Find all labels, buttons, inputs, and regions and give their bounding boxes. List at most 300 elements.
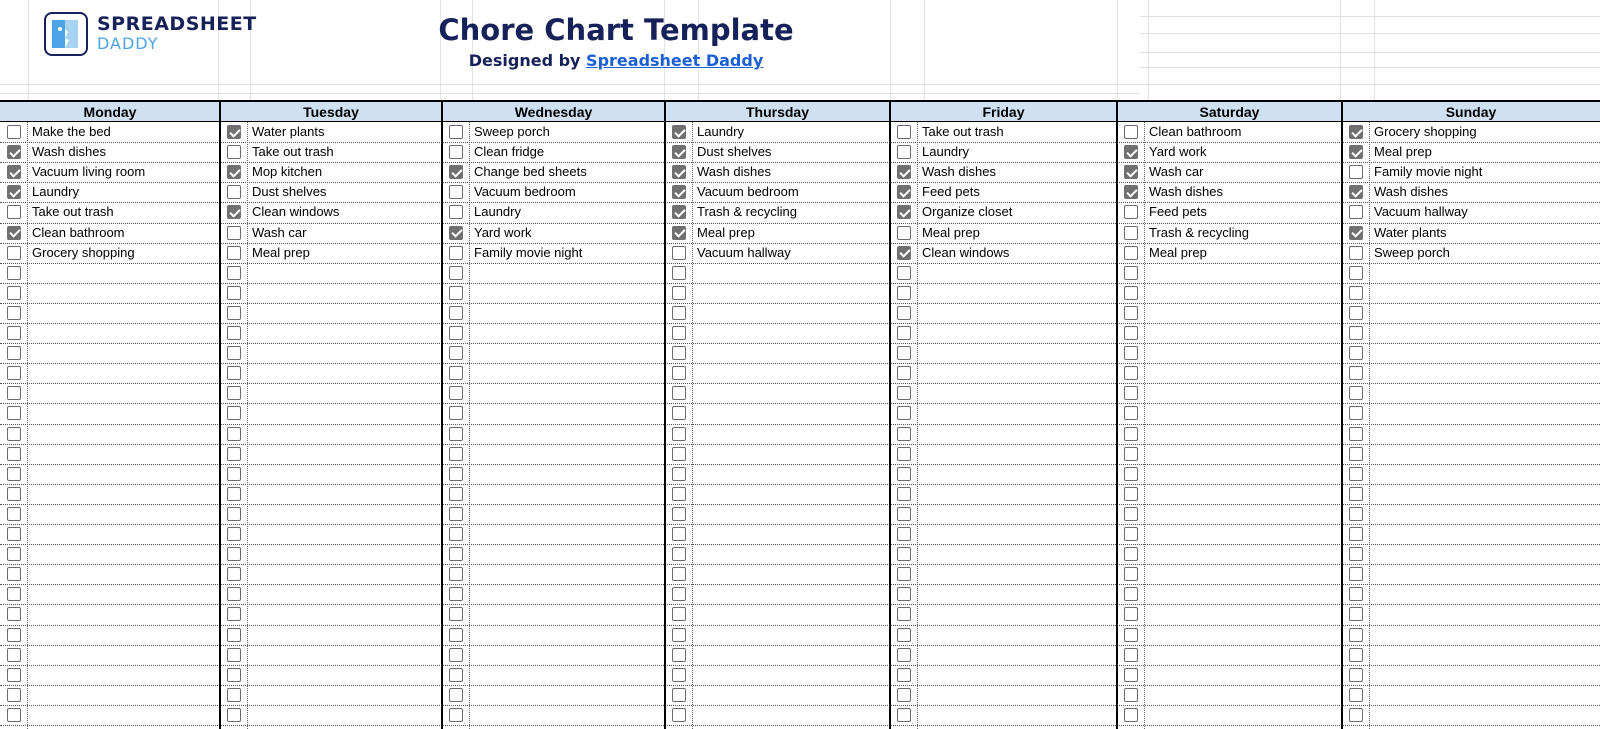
empty-checkbox[interactable] bbox=[227, 688, 241, 702]
empty-checkbox[interactable] bbox=[449, 326, 463, 340]
row-divider bbox=[0, 604, 1600, 605]
task-label: Sweep porch bbox=[1374, 244, 1450, 260]
empty-checkbox[interactable] bbox=[897, 467, 911, 481]
empty-checkbox[interactable] bbox=[449, 306, 463, 320]
task-checkbox[interactable] bbox=[1349, 205, 1363, 219]
row-divider bbox=[0, 665, 1600, 666]
empty-checkbox[interactable] bbox=[449, 427, 463, 441]
row-divider bbox=[0, 584, 1600, 585]
task-label: Meal prep bbox=[922, 224, 980, 240]
empty-checkbox[interactable] bbox=[449, 266, 463, 280]
empty-checkbox[interactable] bbox=[1349, 668, 1363, 682]
empty-checkbox[interactable] bbox=[1349, 346, 1363, 360]
checkbox-column-divider bbox=[247, 122, 248, 729]
row-divider bbox=[0, 645, 1600, 646]
empty-checkbox[interactable] bbox=[227, 386, 241, 400]
empty-checkbox[interactable] bbox=[7, 587, 21, 601]
task-checkbox[interactable] bbox=[1349, 246, 1363, 260]
empty-checkbox[interactable] bbox=[672, 607, 686, 621]
empty-checkbox[interactable] bbox=[897, 547, 911, 561]
task-label: Water plants bbox=[252, 124, 325, 139]
empty-checkbox[interactable] bbox=[1124, 306, 1138, 320]
task-checkbox[interactable] bbox=[227, 246, 241, 260]
empty-checkbox[interactable] bbox=[672, 688, 686, 702]
empty-checkbox[interactable] bbox=[672, 406, 686, 420]
empty-checkbox[interactable] bbox=[1124, 467, 1138, 481]
day-header-monday: Monday bbox=[83, 104, 137, 120]
empty-checkbox[interactable] bbox=[897, 447, 911, 461]
empty-checkbox[interactable] bbox=[1349, 567, 1363, 581]
empty-checkbox[interactable] bbox=[7, 467, 21, 481]
empty-checkbox[interactable] bbox=[1349, 527, 1363, 541]
empty-checkbox[interactable] bbox=[7, 286, 21, 300]
empty-checkbox[interactable] bbox=[227, 346, 241, 360]
empty-checkbox[interactable] bbox=[1124, 447, 1138, 461]
day-header-friday: Friday bbox=[982, 104, 1025, 120]
task-checkbox[interactable] bbox=[672, 145, 686, 159]
empty-checkbox[interactable] bbox=[1124, 567, 1138, 581]
empty-checkbox[interactable] bbox=[227, 326, 241, 340]
day-column-divider bbox=[1116, 100, 1118, 729]
empty-checkbox[interactable] bbox=[227, 286, 241, 300]
empty-checkbox[interactable] bbox=[227, 266, 241, 280]
empty-checkbox[interactable] bbox=[672, 306, 686, 320]
empty-checkbox[interactable] bbox=[1349, 688, 1363, 702]
checkbox-column-divider bbox=[27, 122, 28, 729]
empty-checkbox[interactable] bbox=[7, 487, 21, 501]
task-label: Laundry bbox=[922, 144, 969, 160]
task-checkbox[interactable] bbox=[449, 145, 463, 159]
empty-checkbox[interactable] bbox=[7, 527, 21, 541]
empty-checkbox[interactable] bbox=[1349, 386, 1363, 400]
empty-checkbox[interactable] bbox=[227, 607, 241, 621]
empty-checkbox[interactable] bbox=[672, 547, 686, 561]
task-checkbox[interactable] bbox=[1349, 165, 1363, 179]
task-label: Feed pets bbox=[1149, 204, 1207, 220]
spreadsheet-daddy-logo-icon bbox=[44, 12, 88, 56]
subtitle-prefix: Designed by bbox=[468, 51, 587, 70]
row-divider bbox=[0, 142, 1600, 143]
day-header-wednesday: Wednesday bbox=[514, 104, 593, 120]
empty-checkbox[interactable] bbox=[449, 708, 463, 722]
day-column-divider bbox=[1341, 100, 1343, 729]
row-divider bbox=[0, 363, 1600, 364]
task-checkbox[interactable] bbox=[1124, 205, 1138, 219]
task-label: Feed pets bbox=[922, 184, 980, 200]
task-checkbox[interactable] bbox=[1349, 125, 1363, 139]
task-checkbox[interactable] bbox=[672, 125, 686, 139]
task-label: Clean windows bbox=[922, 244, 1010, 260]
empty-checkbox[interactable] bbox=[227, 447, 241, 461]
empty-checkbox[interactable] bbox=[449, 366, 463, 380]
empty-checkbox[interactable] bbox=[1124, 427, 1138, 441]
empty-checkbox[interactable] bbox=[7, 668, 21, 682]
empty-checkbox[interactable] bbox=[672, 587, 686, 601]
empty-checkbox[interactable] bbox=[7, 306, 21, 320]
day-header-tuesday: Tuesday bbox=[303, 104, 359, 120]
task-label: Grocery shopping bbox=[1374, 124, 1477, 139]
task-checkbox[interactable] bbox=[1124, 165, 1138, 179]
checkbox-column-divider bbox=[1144, 122, 1145, 729]
empty-checkbox[interactable] bbox=[1349, 467, 1363, 481]
empty-checkbox[interactable] bbox=[897, 648, 911, 662]
task-checkbox[interactable] bbox=[227, 205, 241, 219]
empty-checkbox[interactable] bbox=[672, 628, 686, 642]
task-checkbox[interactable] bbox=[7, 165, 21, 179]
task-checkbox[interactable] bbox=[1124, 246, 1138, 260]
task-label: Clean bathroom bbox=[1149, 124, 1242, 139]
empty-checkbox[interactable] bbox=[227, 668, 241, 682]
empty-checkbox[interactable] bbox=[897, 587, 911, 601]
empty-checkbox[interactable] bbox=[1349, 366, 1363, 380]
empty-checkbox[interactable] bbox=[1124, 547, 1138, 561]
task-label: Change bed sheets bbox=[474, 164, 587, 180]
task-checkbox[interactable] bbox=[897, 185, 911, 199]
empty-checkbox[interactable] bbox=[1349, 708, 1363, 722]
row-divider bbox=[0, 243, 1600, 244]
task-checkbox[interactable] bbox=[1124, 226, 1138, 240]
task-checkbox[interactable] bbox=[7, 125, 21, 139]
empty-checkbox[interactable] bbox=[897, 306, 911, 320]
empty-checkbox[interactable] bbox=[227, 306, 241, 320]
task-checkbox[interactable] bbox=[449, 125, 463, 139]
empty-checkbox[interactable] bbox=[227, 628, 241, 642]
task-checkbox[interactable] bbox=[7, 145, 21, 159]
task-label: Wash dishes bbox=[922, 164, 996, 180]
empty-checkbox[interactable] bbox=[672, 567, 686, 581]
empty-checkbox[interactable] bbox=[897, 326, 911, 340]
task-label: Meal prep bbox=[1149, 244, 1207, 260]
empty-checkbox[interactable] bbox=[1349, 607, 1363, 621]
empty-checkbox[interactable] bbox=[7, 688, 21, 702]
task-checkbox[interactable] bbox=[227, 145, 241, 159]
task-checkbox[interactable] bbox=[227, 185, 241, 199]
day-header-thursday: Thursday bbox=[745, 104, 809, 120]
empty-checkbox[interactable] bbox=[1349, 447, 1363, 461]
empty-checkbox[interactable] bbox=[897, 668, 911, 682]
empty-checkbox[interactable] bbox=[7, 366, 21, 380]
empty-checkbox[interactable] bbox=[449, 668, 463, 682]
empty-checkbox[interactable] bbox=[1349, 266, 1363, 280]
empty-checkbox[interactable] bbox=[1349, 507, 1363, 521]
task-checkbox[interactable] bbox=[897, 226, 911, 240]
empty-checkbox[interactable] bbox=[672, 487, 686, 501]
empty-checkbox[interactable] bbox=[672, 266, 686, 280]
task-checkbox[interactable] bbox=[897, 246, 911, 260]
task-label: Make the bed bbox=[32, 124, 111, 139]
empty-checkbox[interactable] bbox=[449, 487, 463, 501]
day-header-sunday: Sunday bbox=[1445, 104, 1497, 120]
empty-checkbox[interactable] bbox=[227, 467, 241, 481]
empty-checkbox[interactable] bbox=[227, 547, 241, 561]
empty-checkbox[interactable] bbox=[1124, 326, 1138, 340]
empty-checkbox[interactable] bbox=[1124, 406, 1138, 420]
empty-checkbox[interactable] bbox=[449, 467, 463, 481]
task-label: Wash dishes bbox=[32, 144, 106, 160]
row-divider bbox=[0, 263, 1600, 264]
task-label: Trash & recycling bbox=[1149, 224, 1249, 240]
empty-checkbox[interactable] bbox=[7, 607, 21, 621]
empty-checkbox[interactable] bbox=[897, 628, 911, 642]
empty-checkbox[interactable] bbox=[227, 507, 241, 521]
checkbox-column-divider bbox=[692, 122, 693, 729]
row-divider bbox=[0, 162, 1600, 163]
empty-checkbox[interactable] bbox=[897, 688, 911, 702]
task-checkbox[interactable] bbox=[1124, 145, 1138, 159]
task-label: Family movie night bbox=[474, 244, 583, 260]
task-checkbox[interactable] bbox=[1349, 185, 1363, 199]
empty-checkbox[interactable] bbox=[227, 427, 241, 441]
task-checkbox[interactable] bbox=[227, 125, 241, 139]
task-label: Clean bathroom bbox=[32, 224, 125, 240]
empty-checkbox[interactable] bbox=[449, 547, 463, 561]
empty-checkbox[interactable] bbox=[897, 567, 911, 581]
row-divider bbox=[0, 223, 1600, 224]
empty-checkbox[interactable] bbox=[897, 507, 911, 521]
empty-checkbox[interactable] bbox=[1349, 306, 1363, 320]
empty-checkbox[interactable] bbox=[7, 708, 21, 722]
empty-checkbox[interactable] bbox=[672, 507, 686, 521]
task-label: Trash & recycling bbox=[697, 204, 797, 220]
row-divider bbox=[0, 524, 1600, 525]
row-divider bbox=[0, 323, 1600, 324]
empty-checkbox[interactable] bbox=[897, 286, 911, 300]
task-label: Take out trash bbox=[32, 204, 114, 220]
task-checkbox[interactable] bbox=[7, 246, 21, 260]
empty-checkbox[interactable] bbox=[897, 427, 911, 441]
task-label: Wash dishes bbox=[1374, 184, 1448, 200]
task-checkbox[interactable] bbox=[672, 226, 686, 240]
logo-wordmark-bottom: DADDY bbox=[97, 34, 159, 53]
task-label: Wash dishes bbox=[1149, 184, 1223, 200]
empty-checkbox[interactable] bbox=[672, 427, 686, 441]
empty-checkbox[interactable] bbox=[1124, 628, 1138, 642]
task-checkbox[interactable] bbox=[7, 226, 21, 240]
page-subtitle bbox=[330, 51, 902, 70]
task-checkbox[interactable] bbox=[897, 205, 911, 219]
empty-checkbox[interactable] bbox=[897, 527, 911, 541]
empty-checkbox[interactable] bbox=[1124, 668, 1138, 682]
checkbox-column-divider bbox=[1369, 122, 1370, 729]
empty-checkbox[interactable] bbox=[7, 567, 21, 581]
empty-checkbox[interactable] bbox=[7, 628, 21, 642]
task-checkbox[interactable] bbox=[897, 165, 911, 179]
empty-checkbox[interactable] bbox=[449, 286, 463, 300]
task-checkbox[interactable] bbox=[449, 246, 463, 260]
empty-checkbox[interactable] bbox=[1349, 326, 1363, 340]
empty-checkbox[interactable] bbox=[227, 487, 241, 501]
empty-checkbox[interactable] bbox=[449, 447, 463, 461]
empty-checkbox[interactable] bbox=[7, 427, 21, 441]
task-label: Wash dishes bbox=[697, 164, 771, 180]
empty-checkbox[interactable] bbox=[227, 366, 241, 380]
empty-checkbox[interactable] bbox=[7, 266, 21, 280]
logo bbox=[44, 12, 257, 56]
empty-checkbox[interactable] bbox=[897, 386, 911, 400]
task-label: Organize closet bbox=[922, 204, 1013, 220]
empty-checkbox[interactable] bbox=[1349, 406, 1363, 420]
empty-checkbox[interactable] bbox=[449, 406, 463, 420]
task-label: Laundry bbox=[32, 184, 79, 200]
empty-checkbox[interactable] bbox=[1124, 708, 1138, 722]
empty-checkbox[interactable] bbox=[672, 447, 686, 461]
task-label: Sweep porch bbox=[474, 124, 550, 139]
spreadsheet-daddy-link[interactable]: Spreadsheet Daddy bbox=[586, 51, 764, 70]
empty-checkbox[interactable] bbox=[1124, 607, 1138, 621]
empty-checkbox[interactable] bbox=[672, 386, 686, 400]
task-checkbox[interactable] bbox=[449, 165, 463, 179]
empty-checkbox[interactable] bbox=[1124, 346, 1138, 360]
empty-checkbox[interactable] bbox=[1349, 547, 1363, 561]
empty-checkbox[interactable] bbox=[672, 346, 686, 360]
empty-checkbox[interactable] bbox=[7, 386, 21, 400]
task-label: Yard work bbox=[1149, 144, 1207, 160]
row-divider bbox=[0, 202, 1600, 203]
empty-checkbox[interactable] bbox=[227, 648, 241, 662]
empty-checkbox[interactable] bbox=[449, 386, 463, 400]
empty-checkbox[interactable] bbox=[7, 648, 21, 662]
empty-checkbox[interactable] bbox=[1124, 487, 1138, 501]
empty-checkbox[interactable] bbox=[7, 507, 21, 521]
task-label: Vacuum bedroom bbox=[697, 184, 799, 200]
task-checkbox[interactable] bbox=[672, 165, 686, 179]
empty-checkbox[interactable] bbox=[897, 406, 911, 420]
empty-checkbox[interactable] bbox=[7, 447, 21, 461]
task-label: Take out trash bbox=[252, 144, 334, 160]
task-checkbox[interactable] bbox=[227, 226, 241, 240]
empty-checkbox[interactable] bbox=[449, 648, 463, 662]
empty-checkbox[interactable] bbox=[7, 346, 21, 360]
empty-checkbox[interactable] bbox=[672, 527, 686, 541]
row-divider bbox=[0, 303, 1600, 304]
empty-checkbox[interactable] bbox=[1349, 427, 1363, 441]
empty-checkbox[interactable] bbox=[1349, 587, 1363, 601]
row-divider bbox=[0, 283, 1600, 284]
empty-checkbox[interactable] bbox=[672, 366, 686, 380]
row-divider bbox=[0, 544, 1600, 545]
task-checkbox[interactable] bbox=[449, 205, 463, 219]
empty-checkbox[interactable] bbox=[897, 607, 911, 621]
task-label: Family movie night bbox=[1374, 164, 1483, 180]
empty-checkbox[interactable] bbox=[449, 628, 463, 642]
day-column-divider bbox=[441, 100, 443, 729]
empty-checkbox[interactable] bbox=[897, 266, 911, 280]
task-label: Laundry bbox=[697, 124, 744, 139]
row-divider bbox=[0, 685, 1600, 686]
empty-checkbox[interactable] bbox=[672, 668, 686, 682]
empty-checkbox[interactable] bbox=[449, 607, 463, 621]
empty-checkbox[interactable] bbox=[227, 587, 241, 601]
task-label: Dust shelves bbox=[252, 184, 327, 200]
empty-checkbox[interactable] bbox=[1124, 507, 1138, 521]
task-label: Mop kitchen bbox=[252, 164, 323, 180]
task-label: Vacuum living room bbox=[32, 164, 146, 180]
empty-checkbox[interactable] bbox=[672, 286, 686, 300]
empty-checkbox[interactable] bbox=[449, 346, 463, 360]
empty-checkbox[interactable] bbox=[1349, 648, 1363, 662]
row-divider bbox=[0, 403, 1600, 404]
empty-checkbox[interactable] bbox=[449, 688, 463, 702]
task-checkbox[interactable] bbox=[1349, 145, 1363, 159]
task-label: Yard work bbox=[474, 224, 532, 240]
task-label: Wash car bbox=[252, 224, 307, 240]
row-divider bbox=[0, 625, 1600, 626]
task-label: Vacuum hallway bbox=[1374, 204, 1468, 220]
empty-checkbox[interactable] bbox=[227, 708, 241, 722]
empty-checkbox[interactable] bbox=[7, 547, 21, 561]
task-checkbox[interactable] bbox=[897, 145, 911, 159]
empty-checkbox[interactable] bbox=[227, 567, 241, 581]
empty-checkbox[interactable] bbox=[897, 346, 911, 360]
empty-checkbox[interactable] bbox=[449, 527, 463, 541]
task-label: Grocery shopping bbox=[32, 244, 135, 260]
task-checkbox[interactable] bbox=[449, 226, 463, 240]
checkbox-column-divider bbox=[917, 122, 918, 729]
task-checkbox[interactable] bbox=[1124, 185, 1138, 199]
task-checkbox[interactable] bbox=[1349, 226, 1363, 240]
empty-checkbox[interactable] bbox=[1124, 527, 1138, 541]
empty-checkbox[interactable] bbox=[897, 366, 911, 380]
row-divider bbox=[0, 564, 1600, 565]
empty-checkbox[interactable] bbox=[672, 326, 686, 340]
task-checkbox[interactable] bbox=[672, 185, 686, 199]
row-divider bbox=[0, 725, 1600, 726]
empty-checkbox[interactable] bbox=[449, 587, 463, 601]
task-checkbox[interactable] bbox=[1124, 125, 1138, 139]
empty-checkbox[interactable] bbox=[1124, 386, 1138, 400]
empty-checkbox[interactable] bbox=[227, 406, 241, 420]
empty-checkbox[interactable] bbox=[1124, 366, 1138, 380]
empty-checkbox[interactable] bbox=[227, 527, 241, 541]
task-checkbox[interactable] bbox=[227, 165, 241, 179]
empty-checkbox[interactable] bbox=[1349, 487, 1363, 501]
task-checkbox[interactable] bbox=[672, 246, 686, 260]
empty-checkbox[interactable] bbox=[897, 487, 911, 501]
empty-checkbox[interactable] bbox=[1349, 628, 1363, 642]
empty-checkbox[interactable] bbox=[1124, 266, 1138, 280]
empty-checkbox[interactable] bbox=[7, 406, 21, 420]
day-column-divider bbox=[219, 100, 221, 729]
empty-checkbox[interactable] bbox=[672, 708, 686, 722]
day-header-row bbox=[0, 100, 1600, 122]
row-divider bbox=[0, 504, 1600, 505]
empty-checkbox[interactable] bbox=[672, 467, 686, 481]
task-label: Vacuum hallway bbox=[697, 244, 791, 260]
row-divider bbox=[0, 424, 1600, 425]
task-checkbox[interactable] bbox=[7, 185, 21, 199]
empty-checkbox[interactable] bbox=[1124, 286, 1138, 300]
task-checkbox[interactable] bbox=[449, 185, 463, 199]
row-divider bbox=[0, 182, 1600, 183]
empty-checkbox[interactable] bbox=[1124, 688, 1138, 702]
task-label: Dust shelves bbox=[697, 144, 772, 160]
empty-checkbox[interactable] bbox=[1349, 286, 1363, 300]
task-label: Take out trash bbox=[922, 124, 1004, 139]
empty-checkbox[interactable] bbox=[7, 326, 21, 340]
empty-checkbox[interactable] bbox=[1124, 648, 1138, 662]
task-label: Clean fridge bbox=[474, 144, 545, 160]
task-checkbox[interactable] bbox=[7, 205, 21, 219]
task-label: Wash car bbox=[1149, 164, 1204, 180]
empty-checkbox[interactable] bbox=[897, 708, 911, 722]
task-checkbox[interactable] bbox=[897, 125, 911, 139]
task-label: Meal prep bbox=[252, 244, 310, 260]
empty-checkbox[interactable] bbox=[672, 648, 686, 662]
empty-checkbox[interactable] bbox=[1124, 587, 1138, 601]
empty-checkbox[interactable] bbox=[449, 567, 463, 581]
empty-checkbox[interactable] bbox=[449, 507, 463, 521]
task-checkbox[interactable] bbox=[672, 205, 686, 219]
